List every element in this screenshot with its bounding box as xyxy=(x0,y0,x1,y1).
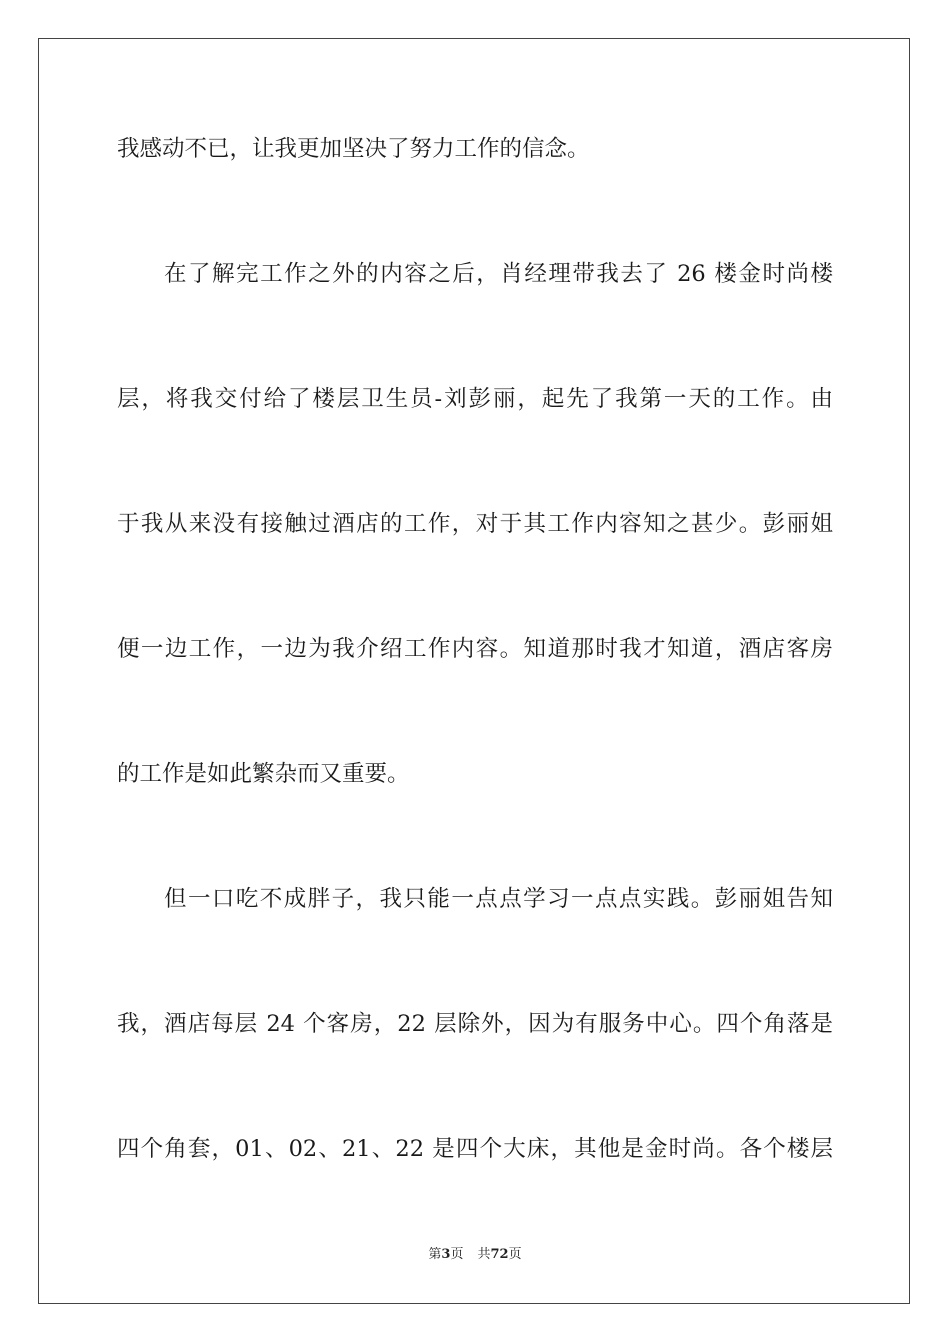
text-line-1: 我感动不已，让我更加坚决了努力工作的信念。 xyxy=(117,136,590,162)
text-line-5: 便一边工作，一边为我介绍工作内容。知道那时我才知道，酒店客房 xyxy=(117,636,833,662)
text-line-4: 于我从来没有接触过酒店的工作，对于其工作内容知之甚少。彭丽姐 xyxy=(117,511,833,537)
text-line-9: 四个角套，01、02、21、22 是四个大床，其他是金时尚。各个楼层 xyxy=(117,1136,833,1162)
footer-page-prefix: 第 xyxy=(428,1247,442,1262)
page-frame xyxy=(38,38,910,1304)
text-line-3: 层，将我交付给了楼层卫生员-刘彭丽，起先了我第一天的工作。由 xyxy=(117,386,833,412)
text-line-8: 我，酒店每层 24 个客房，22 层除外，因为有服务中心。四个角落是 xyxy=(117,1011,833,1037)
footer-page-number: 3 xyxy=(441,1247,451,1262)
footer-page-suffix: 页 xyxy=(450,1247,464,1262)
text-line-7: 但一口吃不成胖子，我只能一点点学习一点点实践。彭丽姐告知 xyxy=(164,886,833,912)
page-footer xyxy=(0,1246,950,1264)
text-line-2: 在了解完工作之外的内容之后，肖经理带我去了 26 楼金时尚楼 xyxy=(164,261,833,287)
footer-total-pages: 72 xyxy=(490,1247,509,1262)
text-line-6: 的工作是如此繁杂而又重要。 xyxy=(117,761,410,787)
footer-total-prefix: 共 xyxy=(477,1247,491,1262)
footer-total-suffix: 页 xyxy=(508,1247,522,1262)
